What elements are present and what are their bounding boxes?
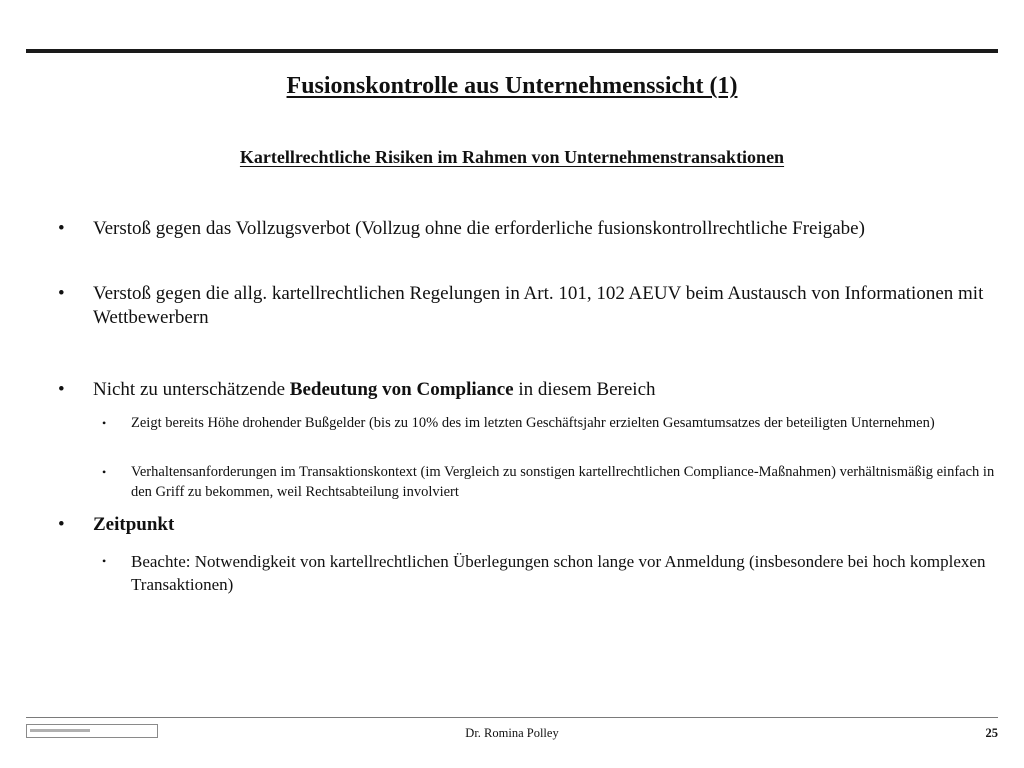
footer-rule: [26, 717, 998, 718]
sub-bullet-item: [102, 413, 998, 433]
bullet-text: Verstoß gegen das Vollzugsverbot (Vollzug ohne die erforderliche fusionskontrollrechtliche Freigabe): [93, 218, 865, 239]
bullet-text: [93, 378, 998, 402]
sub-bullet-text: Verhaltensanforderungen im Transaktionskontext (im Vergleich zu sonstigen kartellrechtlichen Compliance-Maßnahmen) verhältnismäßig einfach in den Griff zu bekommen, weil Rechtsabteilung involviert: [131, 464, 995, 500]
bullet-item: [58, 513, 998, 537]
bullet-text-post: in diesem Bereich: [513, 379, 656, 400]
bullet-icon: •: [58, 379, 65, 400]
sub-bullet-icon: •: [102, 554, 107, 568]
bullet-icon: •: [58, 283, 65, 304]
bullet-item: [58, 378, 998, 402]
sub-bullet-item: [102, 550, 998, 596]
bullet-text: Zeitpunkt: [93, 514, 175, 535]
slide-subtitle: Kartellrechtliche Risiken im Rahmen von Unternehmenstransaktionen: [239, 147, 785, 167]
bullet-text: Verstoß gegen die allg. kartellrechtlichen Regelungen in Art. 101, 102 AEUV beim Austausch von Informationen mit Wettbewerbern: [93, 283, 984, 328]
sub-bullet-item: [102, 462, 998, 502]
sub-bullet-text: Zeigt bereits Höhe drohender Bußgelder (bis zu 10% des im letzten Geschäftsjahr erzielten Gesamtumsatzes der beteiligten Unternehmen): [131, 415, 935, 431]
bullet-item: [58, 282, 998, 330]
bullet-text-bold: Bedeutung von Compliance: [289, 379, 514, 400]
page-number: 25: [985, 726, 998, 740]
bullet-icon: •: [58, 218, 65, 239]
sub-bullet-icon: •: [102, 416, 107, 430]
top-rule: [26, 49, 998, 53]
sub-bullet-icon: •: [102, 465, 107, 479]
slide-title: Fusionskontrolle aus Unternehmenssicht (1): [286, 73, 738, 99]
bullet-icon: •: [58, 514, 65, 535]
bullet-item: [58, 217, 998, 241]
bullet-text-pre: Nicht zu unterschätzende: [93, 379, 290, 400]
sub-bullet-text: Beachte: Notwendigkeit von kartellrechtlichen Überlegungen schon lange vor Anmeldung (insbesondere bei hoch komplexen Transaktionen): [131, 552, 986, 594]
footer-author: Dr. Romina Polley: [465, 726, 559, 740]
